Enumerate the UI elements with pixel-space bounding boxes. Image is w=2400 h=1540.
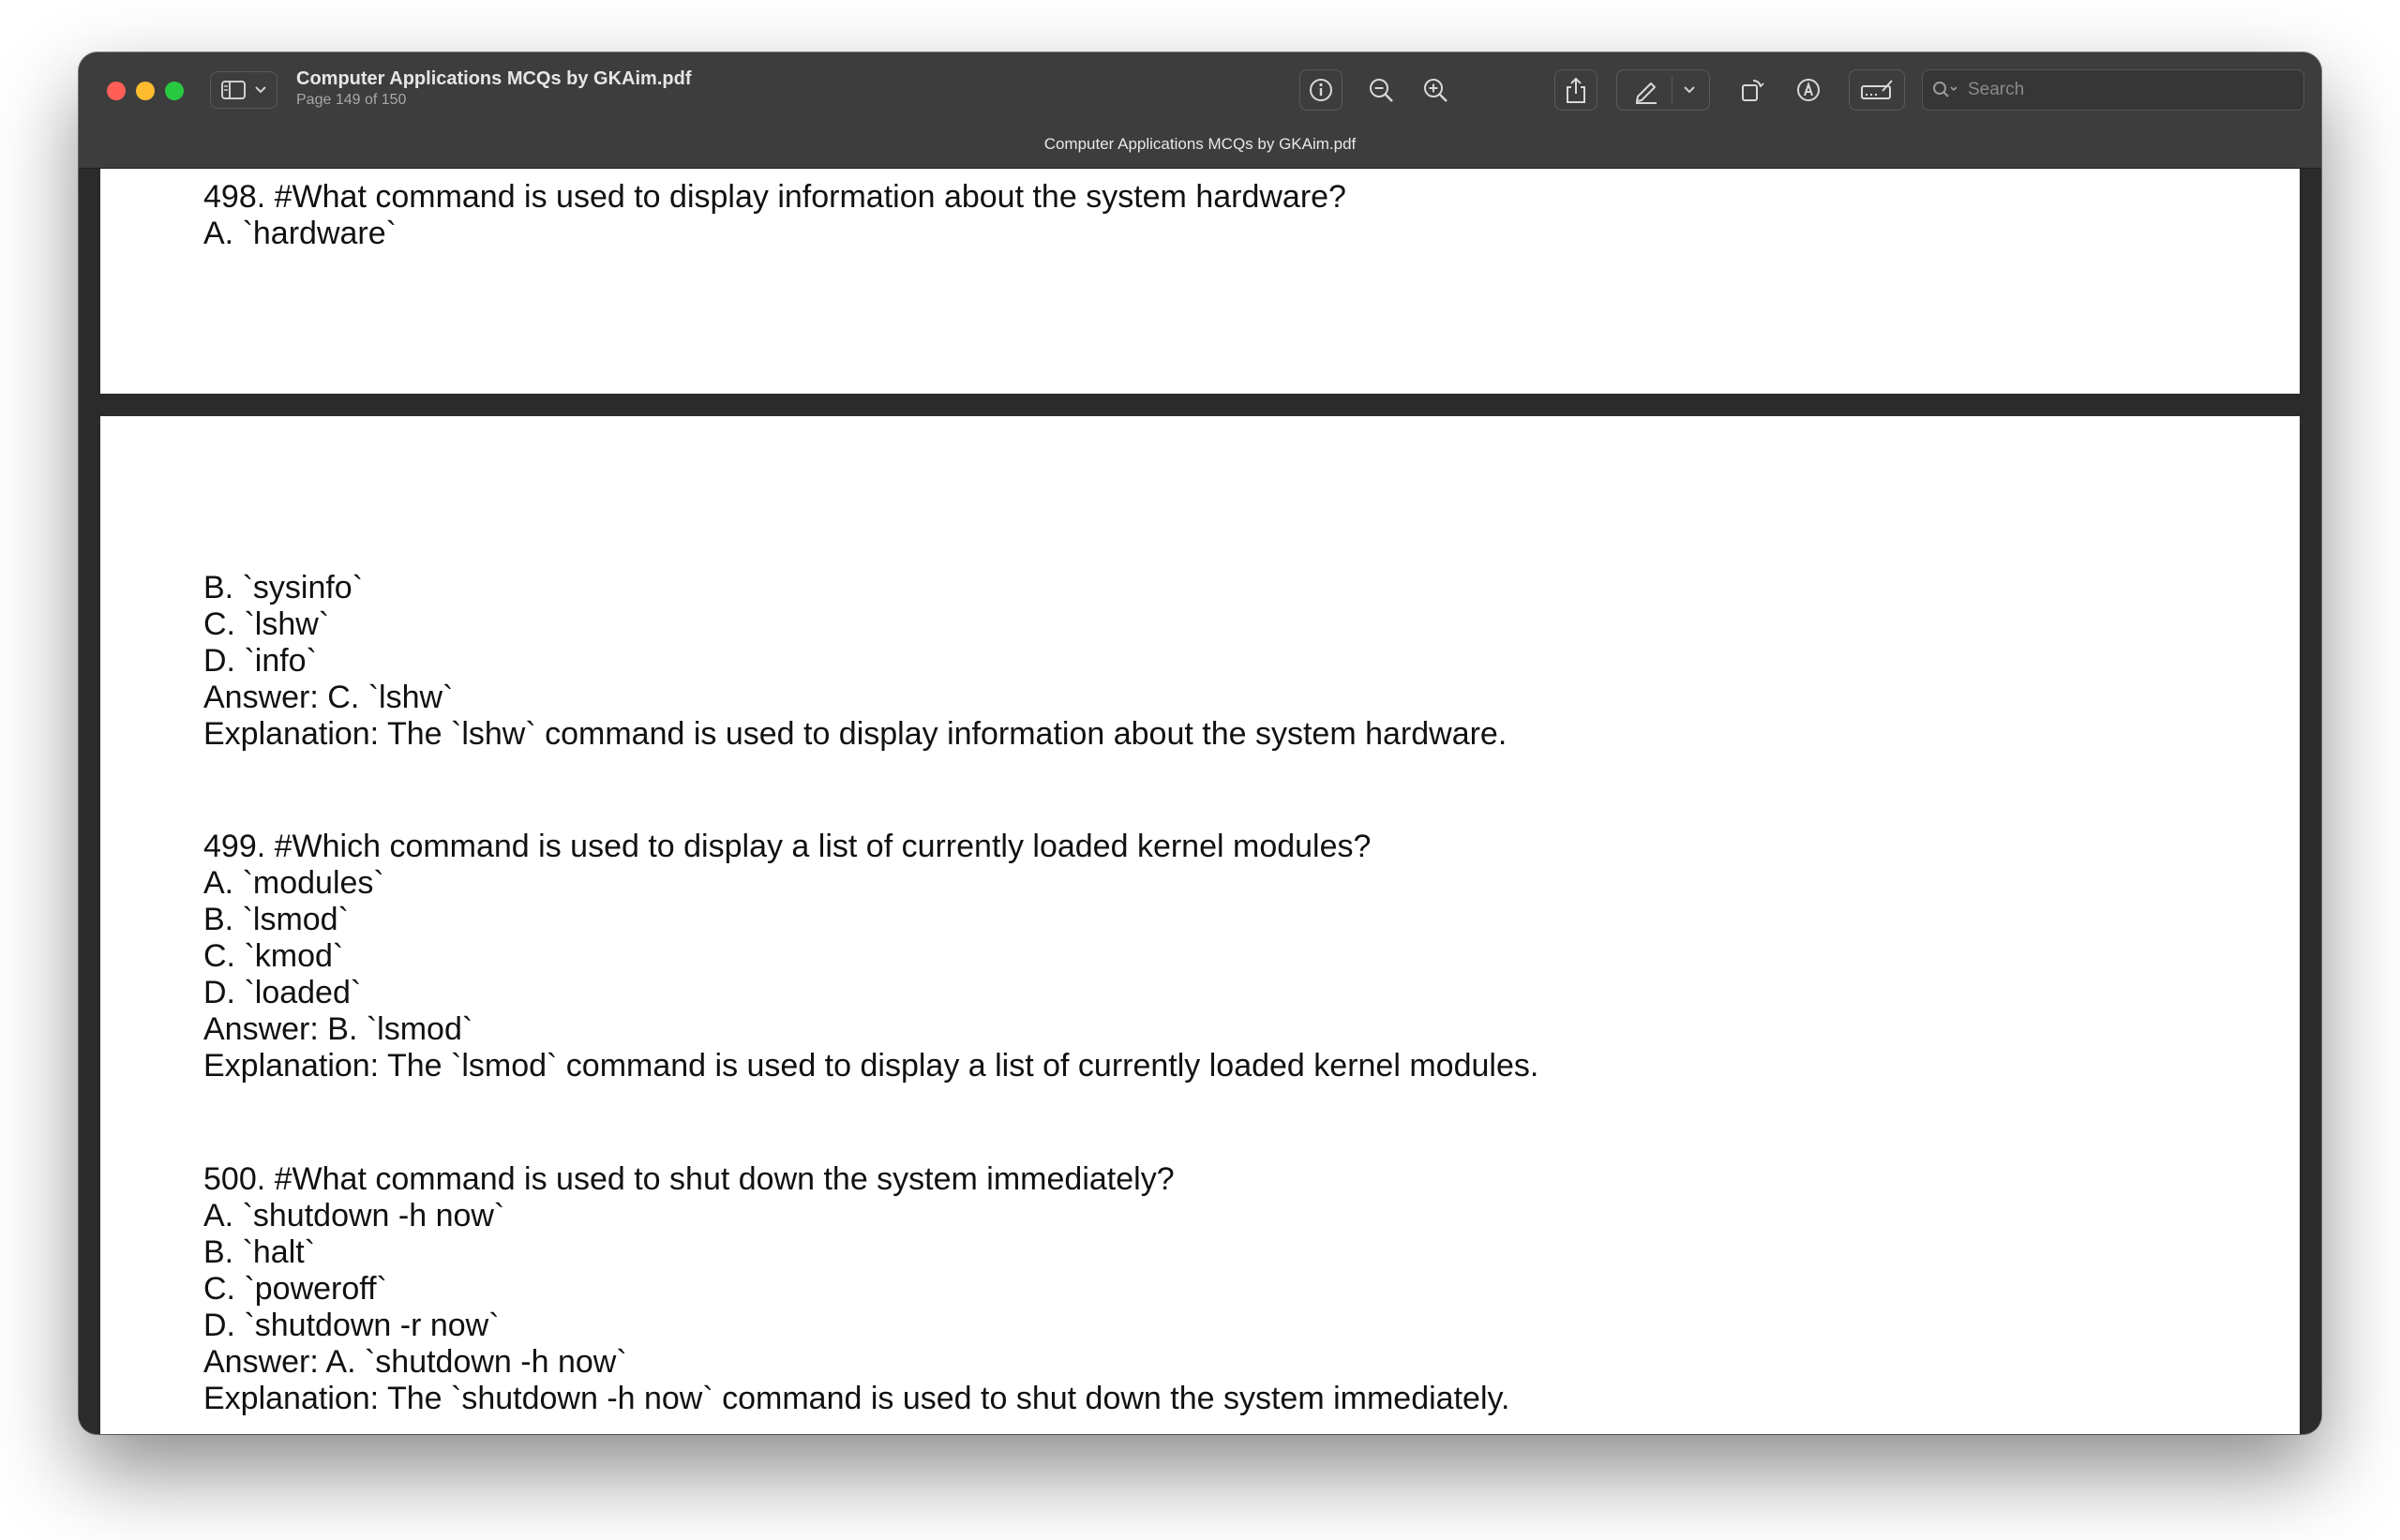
answer-text: Answer: A. `shutdown -h now`	[203, 1344, 627, 1380]
zoom-window-button[interactable]	[165, 82, 184, 100]
sidebar-toggle-button[interactable]	[210, 71, 278, 109]
option-a: A. `shutdown -h now`	[203, 1198, 505, 1233]
document-viewer[interactable]	[79, 169, 2321, 1434]
option-d: D. `shutdown -r now`	[203, 1308, 500, 1343]
question-text: 500. #What command is used to shut down the system immediately?	[203, 1161, 1175, 1197]
rotate-button[interactable]	[1731, 69, 1774, 111]
explanation-text: Explanation: The `shutdown -h now` command is used to shut down the system immediately.	[203, 1381, 1510, 1416]
answer-text: Answer: B. `lsmod`	[203, 1011, 473, 1047]
search-icon	[1932, 81, 1958, 99]
option-a: A. `hardware`	[203, 216, 397, 251]
page-indicator: Page 149 of 150	[296, 92, 407, 108]
zoom-out-icon	[1368, 77, 1394, 103]
preview-window	[79, 52, 2321, 1434]
option-a: A. `modules`	[203, 865, 384, 901]
question-text: 499. #Which command is used to display a list of currently loaded kernel modules?	[203, 829, 1372, 864]
chevron-down-icon	[1684, 86, 1695, 94]
explanation-text: Explanation: The `lsmod` command is used to display a list of currently loaded kernel modules.	[203, 1048, 1539, 1084]
question-text: 498. #What command is used to display information about the system hardware?	[203, 179, 1346, 215]
titlebar	[79, 52, 2321, 169]
fill-form-button[interactable]	[1849, 69, 1905, 111]
option-c: C. `kmod`	[203, 938, 344, 974]
rotate-icon	[1739, 77, 1765, 103]
document-subtitle: Computer Applications MCQs by GKAim.pdf	[1043, 135, 1357, 153]
option-c: C. `lshw`	[203, 606, 330, 642]
zoom-controls	[1354, 69, 1462, 111]
answer-text: Answer: C. `lshw`	[203, 680, 454, 715]
option-d: D. `loaded`	[203, 975, 362, 1010]
zoom-out-button[interactable]	[1354, 77, 1408, 103]
explanation-text: Explanation: The `lshw` command is used to display information about the system hardware.	[203, 716, 1508, 752]
option-c: C. `poweroff`	[203, 1271, 387, 1307]
close-window-button[interactable]	[107, 82, 126, 100]
minimize-window-button[interactable]	[136, 82, 155, 100]
sidebar-icon	[221, 81, 246, 99]
document-title: Computer Applications MCQs by GKAim.pdf	[296, 68, 692, 89]
option-b: B. `sysinfo`	[203, 570, 364, 606]
markup-pen-button[interactable]	[1616, 69, 1710, 111]
option-b: B. `halt`	[203, 1234, 316, 1270]
share-icon	[1565, 76, 1587, 104]
chevron-down-icon	[255, 86, 266, 94]
info-button[interactable]	[1299, 69, 1342, 111]
pdf-page-149	[100, 169, 2300, 394]
zoom-in-icon	[1422, 77, 1448, 103]
option-d: D. `info`	[203, 643, 317, 679]
markup-toolbar-button[interactable]	[1787, 69, 1830, 111]
search-field[interactable]	[1922, 69, 2304, 111]
search-input[interactable]	[1966, 79, 2288, 101]
zoom-in-button[interactable]	[1408, 77, 1462, 103]
document-title-block	[296, 67, 692, 111]
pen-icon	[1632, 76, 1660, 104]
option-b: B. `lsmod`	[203, 902, 349, 937]
markup-icon	[1795, 77, 1822, 103]
info-icon	[1309, 78, 1333, 102]
share-button[interactable]	[1554, 69, 1598, 111]
pdf-page-150	[100, 416, 2300, 1434]
form-icon	[1860, 79, 1894, 101]
